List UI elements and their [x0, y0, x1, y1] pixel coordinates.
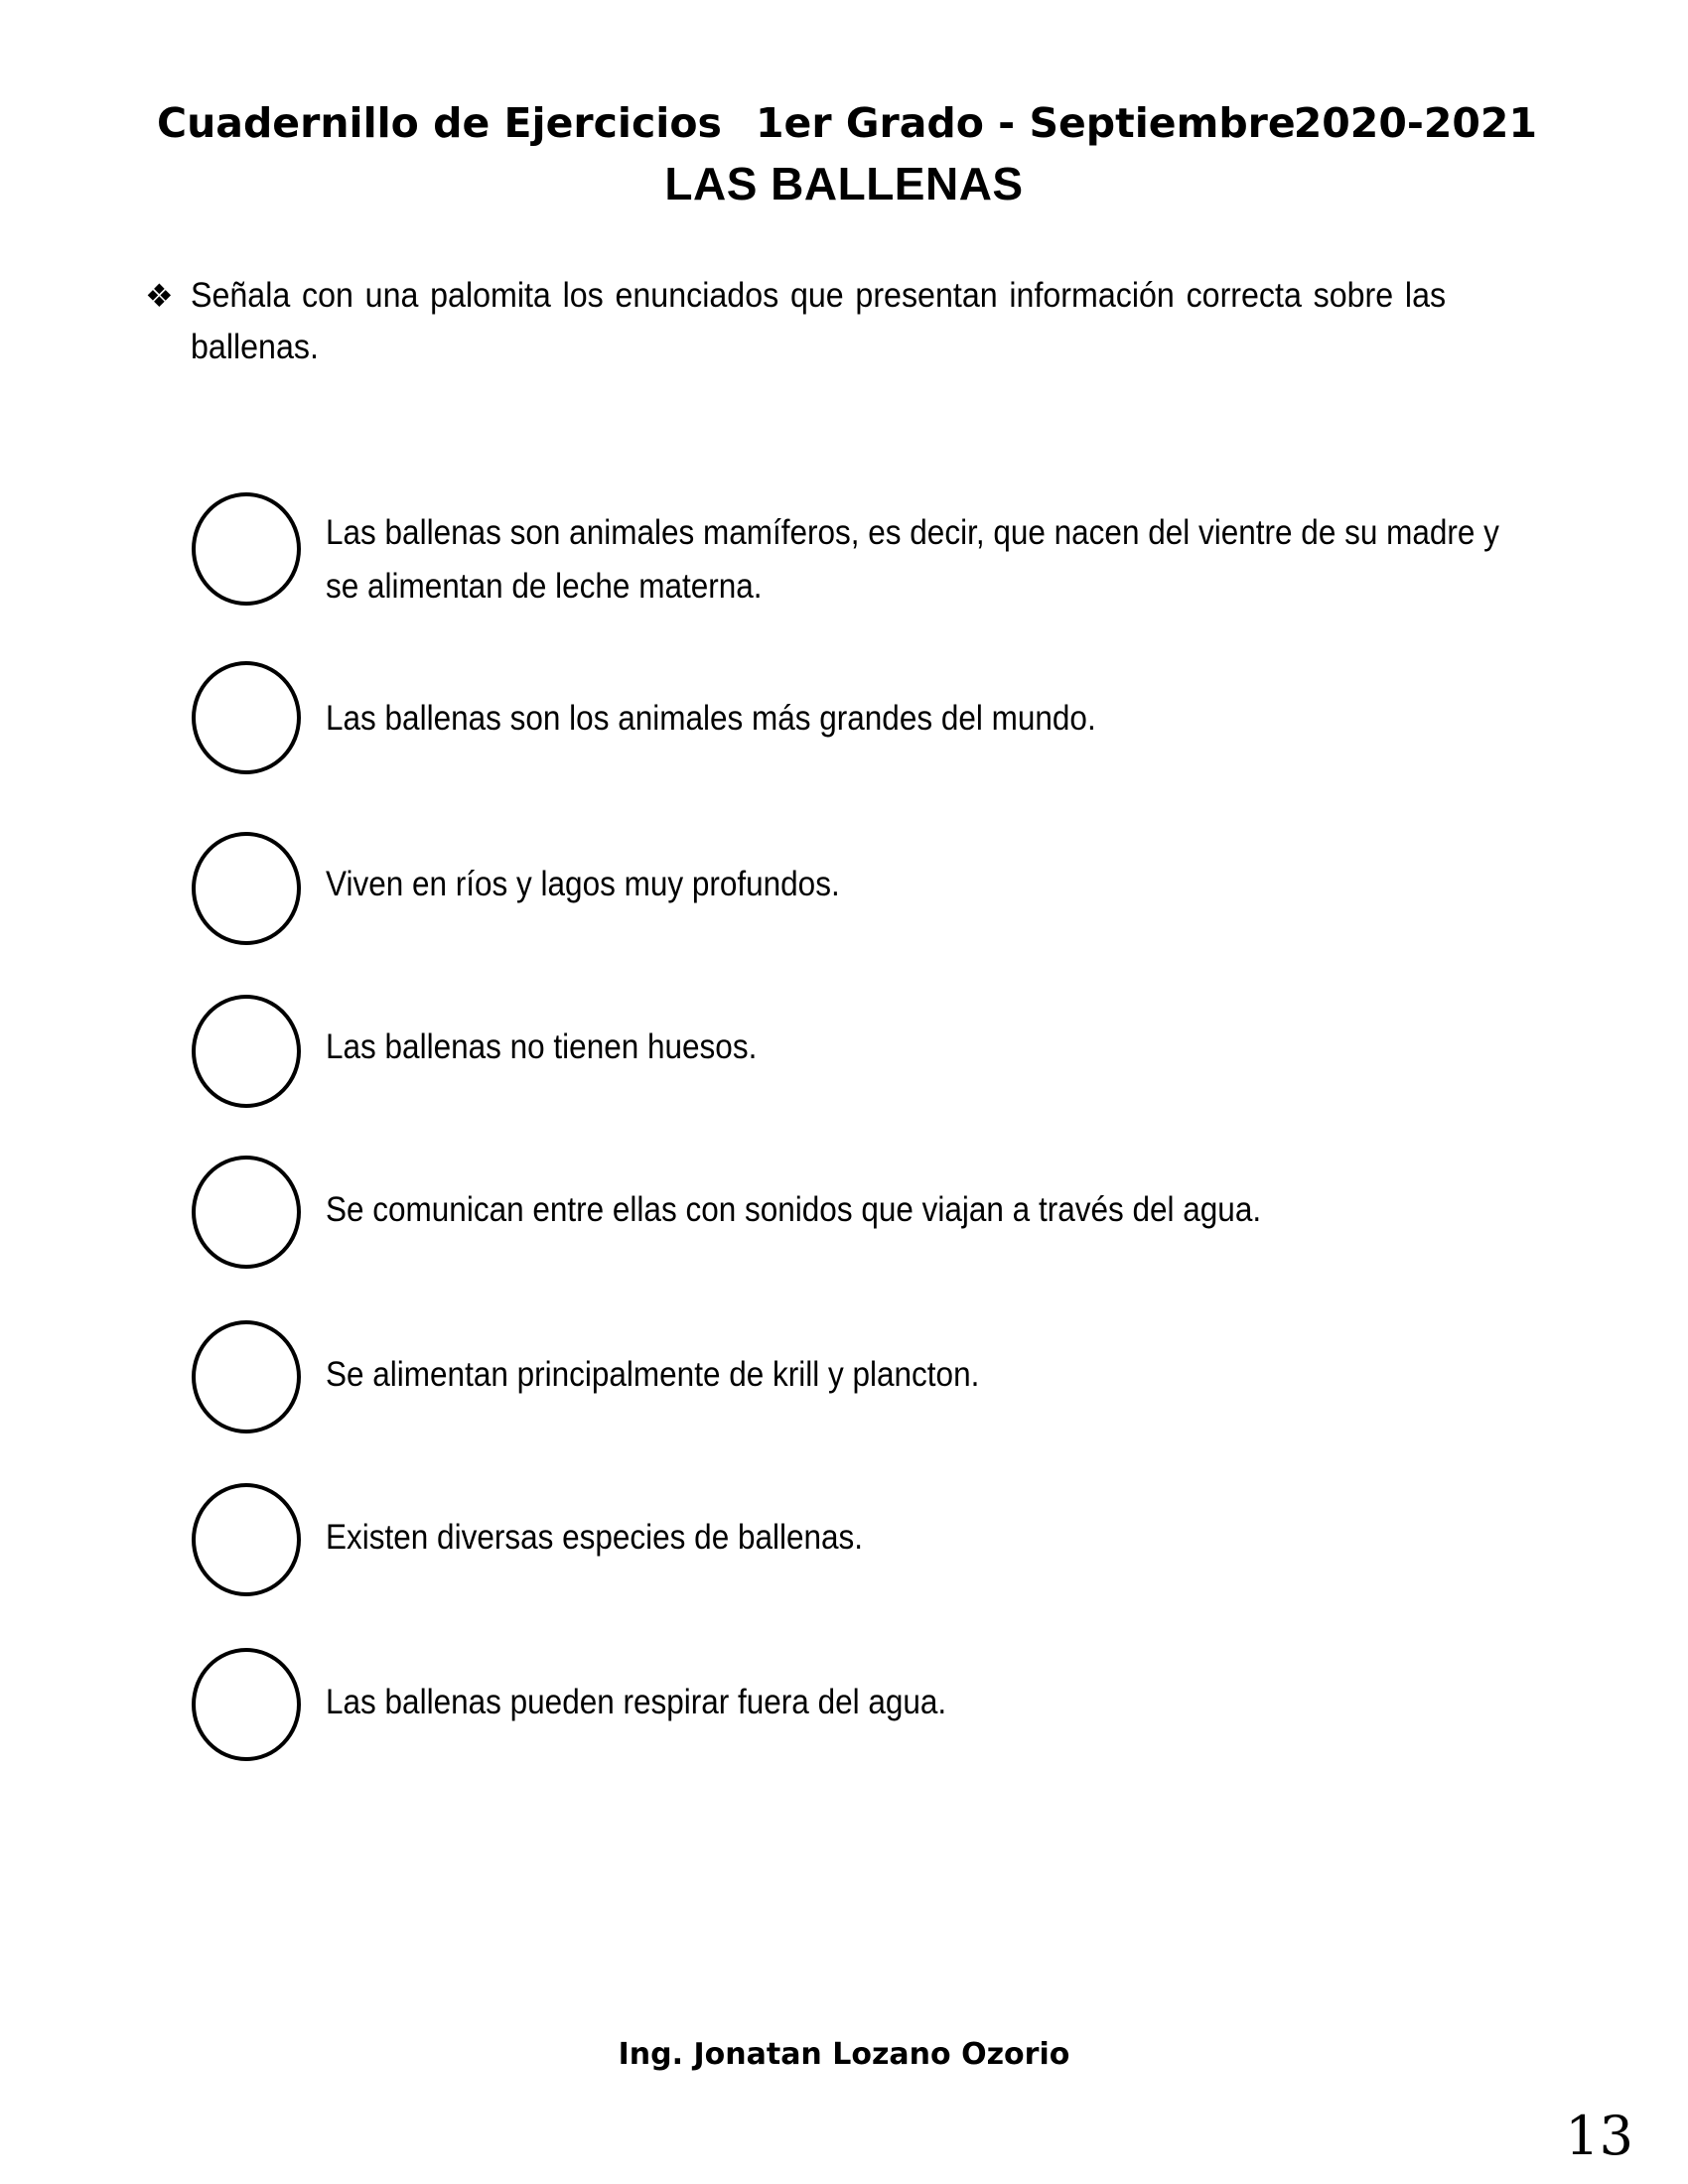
statement-item [192, 995, 1542, 1114]
statement-text: Las ballenas pueden respirar fuera del agua. [326, 1683, 947, 1721]
checkbox-circle[interactable] [192, 832, 301, 945]
checkbox-circle[interactable] [192, 1483, 301, 1596]
checkbox-circle[interactable] [192, 1156, 301, 1269]
statement-item [192, 492, 1542, 612]
header-notebook-title: Cuadernillo de Ejercicios [157, 99, 722, 147]
statement-item [192, 1483, 1542, 1602]
statement-text: Las ballenas son animales mamíferos, es decir, que nacen del vientre de su madre y se alimentan de leche materna. [326, 513, 1499, 606]
statement-item [192, 1156, 1542, 1275]
statement-item [192, 1648, 1542, 1767]
checkbox-circle[interactable] [192, 1648, 301, 1761]
statement-text: Se alimentan principalmente de krill y plancton. [326, 1355, 980, 1394]
checkbox-circle[interactable] [192, 661, 301, 774]
checkbox-circle[interactable] [192, 492, 301, 606]
checkbox-circle[interactable] [192, 1320, 301, 1433]
statement-item [192, 832, 1542, 951]
statement-text: Se comunican entre ellas con sonidos que viajan a través del agua. [326, 1190, 1262, 1229]
instruction-text: Señala con una palomita los enunciados que presentan información correcta sobre las ballenas. [191, 276, 1447, 366]
statement-text: Existen diversas especies de ballenas. [326, 1518, 864, 1557]
footer-author: Ing. Jonatan Lozano Ozorio [618, 2037, 1070, 2072]
statement-text: Viven en ríos y lagos muy profundos. [326, 865, 840, 903]
header-grade-month: 1er Grado - Septiembre [756, 99, 1296, 147]
page-number: 13 [1565, 2105, 1633, 2167]
four-diamond-bullet-icon: ❖ [145, 278, 174, 314]
statement-item [192, 1320, 1542, 1439]
statement-text: Las ballenas son los animales más grandes del mundo. [326, 699, 1096, 738]
page-title: LAS BALLENAS [664, 158, 1024, 209]
checkbox-circle[interactable] [192, 995, 301, 1108]
statement-item [192, 661, 1542, 780]
statement-text: Las ballenas no tienen huesos. [326, 1027, 758, 1066]
header-school-year: 2020-2021 [1293, 99, 1537, 147]
